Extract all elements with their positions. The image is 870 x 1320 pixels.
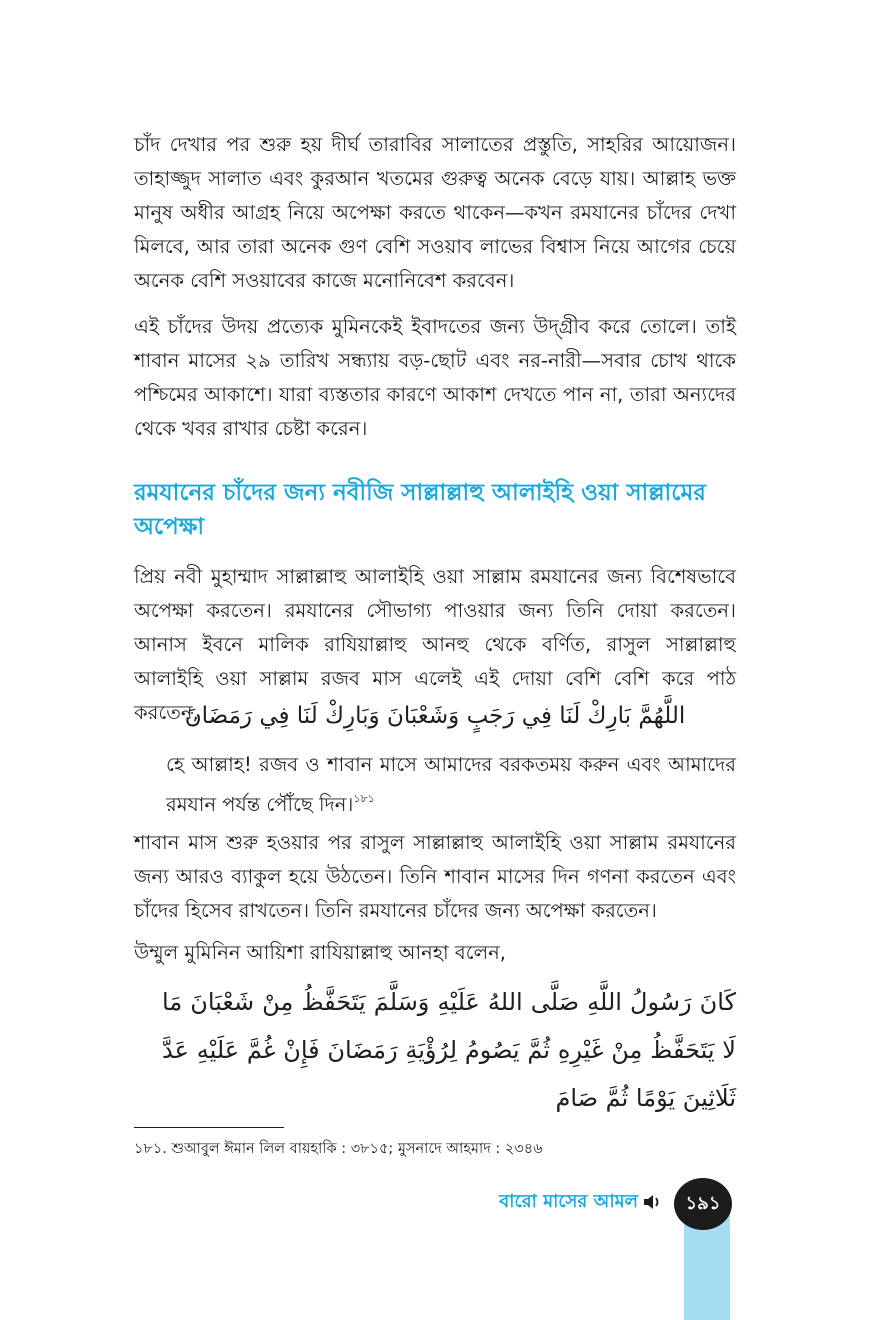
paragraph-moon-sighting: চাঁদ দেখার পর শুরু হয় দীর্ঘ তারাবির সালাতের প্রস্তুতি, সাহরির আয়োজন। তাহাজ্জুদ সালাত এবং কুরআন খতমের গুরুত্ব অনেক বেড়ে যায়। আল্লাহ ভক্ত মানুষ অধীর আগ্রহ নিয়ে অপেক্ষা করতে থাকেন—কখন রমযানের চাঁদের দেখা মিলবে, আর তারা অনেক গুণ বেশি সওয়াব লাভের বিশ্বাস নিয়ে আগের চেয়ে অনেক বেশি সওয়াবের কাজে মনোনিবেশ করবেন। bbox=[134, 133, 736, 292]
dua-translation bbox=[166, 748, 736, 822]
dua-arabic-text: اللَّهُمَّ بَارِكْ لَنَا فِي رَجَبٍ وَشَعْبَانَ وَبَارِكْ لَنَا فِي رَمَضَانَ bbox=[184, 703, 686, 729]
speaker-icon bbox=[642, 1191, 662, 1213]
paragraph-prophet-waiting: প্রিয় নবী মুহাম্মাদ সাল্লাল্লাহু আলাইহি ওয়া সাল্লাম রমযানের জন্য বিশেষভাবে অপেক্ষা করতেন। রমযানের সৌভাগ্য পাওয়ার জন্য তিনি দোয়া করতেন। আনাস ইবনে মালিক রাযিয়াল্লাহু আনহু থেকে বর্ণিত, রাসুল সাল্লাল্লাহু আলাইহি ওয়া সাল্লাম রজব মাস এলেই এই দোয়া বেশি বেশি করে পাঠ করতেন, bbox=[134, 565, 736, 724]
hadith-arabic-text: كَانَ رَسُولُ اللَّهِ صَلَّى اللهُ عَلَيْهِ وَسَلَّمَ يَتَحَفَّظُ مِنْ شَعْبَانَ مَا لَا يَتَحَفَّظُ مِنْ غَيْرِهِ ثُمَّ يَصُومُ لِرُؤْيَةِ رَمَضَانَ فَإِنْ غُمَّ عَلَيْهِ عَدَّ ثَلَاثِينَ يَوْمًا ثُمَّ صَامَ bbox=[162, 988, 736, 1112]
paragraph-shaban-counting: শাবান মাস শুরু হওয়ার পর রাসুল সাল্লাল্লাহু আলাইহি ওয়া সাল্লাম রমযানের জন্য আরও ব্যাকুল হয়ে উঠতেন। তিনি শাবান মাসের দিন গণনা করতেন এবং চাঁদের হিসেব রাখতেন। তিনি রমযানের চাঁদের জন্য অপেক্ষা করতেন। bbox=[134, 831, 736, 922]
running-title: বারো মাসের আমল bbox=[499, 1191, 638, 1212]
section-heading: রমযানের চাঁদের জন্য নবীজি সাল্লাল্লাহু আলাইহি ওয়া সাল্লামের অপেক্ষা bbox=[134, 480, 706, 540]
footnote-text: ১৮১. শুআবুল ঈমান লিল বায়হাকি : ৩৮১৫; মুসনাদে আহমাদ : ২৩৪৬ bbox=[134, 1141, 543, 1157]
page-number-badge: ১৯১ bbox=[674, 1178, 732, 1230]
footnote-divider bbox=[134, 1127, 284, 1128]
paragraph-shaban-29: এই চাঁদের উদয় প্রত্যেক মুমিনকেই ইবাদতের জন্য উদ্‌গ্রীব করে তোলে। তাই শাবান মাসের ২৯ তারিখ সন্ধ্যায় বড়-ছোট এবং নর-নারী—সবার চোখ থাকে পশ্চিমের আকাশে। যারা ব্যস্ততার কারণে আকাশ দেখতে পান না, তারা অন্যদের থেকে খবর রাখার চেষ্টা করেন। bbox=[134, 315, 736, 440]
paragraph-aisha-intro: উম্মুল মুমিনিন আয়িশা রাযিয়াল্লাহু আনহা বলেন, bbox=[134, 941, 506, 964]
dua-translation-text: হে আল্লাহ! রজব ও শাবান মাসে আমাদের বরকতময় করুন এবং আমাদের রমযান পর্যন্ত পৌঁছে দিন। bbox=[166, 753, 736, 816]
footnote-ref: ১৮১ bbox=[353, 792, 375, 805]
